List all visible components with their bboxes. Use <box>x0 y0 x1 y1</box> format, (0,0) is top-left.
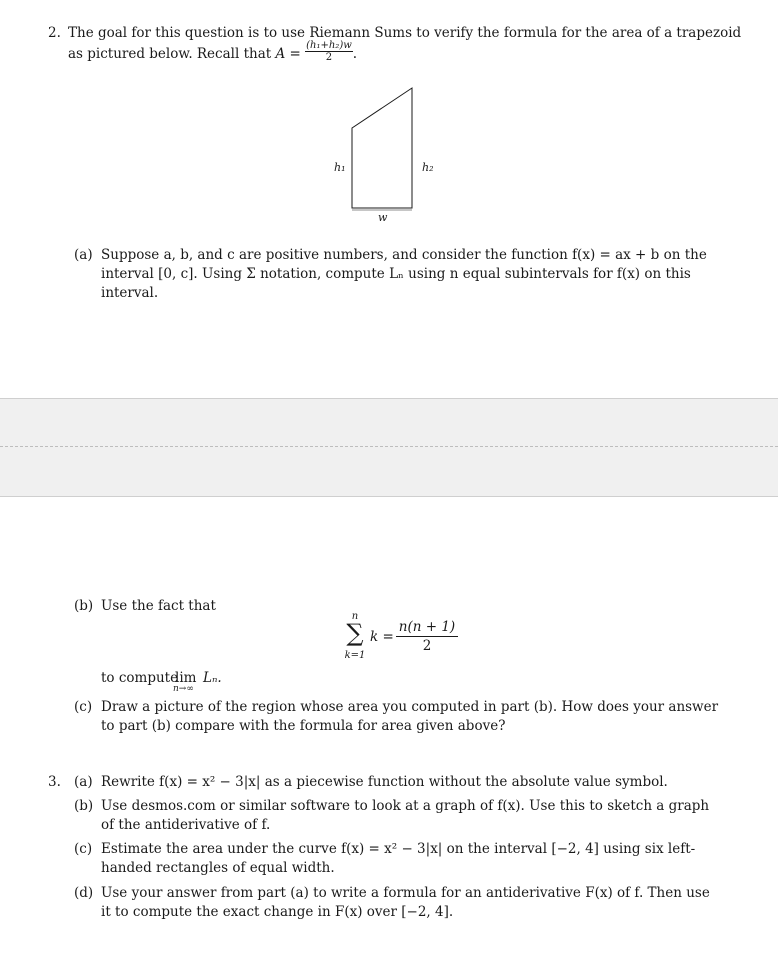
sum-lower-limit: k=1 <box>344 650 366 661</box>
limit-operator: lim <box>175 670 197 686</box>
q3-part-d-line2: it to compute the exact change in F(x) over [−2, 4]. <box>101 904 454 920</box>
question-2-intro-line2 <box>68 40 358 66</box>
sum-upper-limit: n <box>351 611 359 622</box>
q2-part-a-line2: interval [0, c]. Using Σ notation, compute Lₙ using n equal subintervals for f(x) on this <box>101 266 691 282</box>
q3-part-c-line1: Estimate the area under the curve f(x) = x² − 3|x| on the interval [−2, 4] using six left- <box>101 841 696 857</box>
q3-part-a-label: (a) <box>74 774 93 790</box>
q3-part-c-label: (c) <box>74 841 93 857</box>
q2-part-a-line1: Suppose a, b, and c are positive numbers, and consider the function f(x) = ax + b on the <box>101 247 707 263</box>
area-formula-numerator: (h₁+h₂)w <box>306 40 352 51</box>
q2-part-c-line1: Draw a picture of the region whose area you computed in part (b). How does your answer <box>101 699 719 715</box>
q3-part-b-line1: Use desmos.com or similar software to look at a graph of f(x). Use this to sketch a graph <box>101 798 710 814</box>
question-2-number: 2. <box>48 25 61 41</box>
trapezoid-shape <box>352 88 412 208</box>
q2-part-c-line2: to part (b) compare with the formula for area given above? <box>101 718 506 734</box>
sum-symbol: ∑ <box>346 619 364 647</box>
sum-rhs-numerator: n(n + 1) <box>396 618 458 637</box>
limit-subscript: n→∞ <box>173 684 194 694</box>
trapezoid-label-h1: h₁ <box>334 161 346 174</box>
q3-part-a-line1: Rewrite f(x) = x² − 3|x| as a piecewise function without the absolute value symbol. <box>101 774 668 790</box>
sum-body: k = <box>370 629 394 645</box>
question-3-number: 3. <box>48 774 61 790</box>
page-break-band <box>0 398 778 497</box>
q2-part-c-label: (c) <box>74 699 93 715</box>
area-formula-period: . <box>352 46 358 62</box>
q2-part-a-line3: interval. <box>101 285 159 301</box>
q3-part-c-line2: handed rectangles of equal width. <box>101 860 335 876</box>
question-2-intro-text: as pictured below. Recall that <box>68 46 272 62</box>
area-formula-lhs: A = <box>275 46 301 62</box>
trapezoid-label-w: w <box>378 211 388 224</box>
sum-rhs-fraction <box>396 618 458 655</box>
sum-rhs-denominator: 2 <box>422 638 432 654</box>
q3-part-d-label: (d) <box>74 885 94 901</box>
area-formula-fraction <box>305 40 353 63</box>
q3-part-d-line1: Use your answer from part (a) to write a formula for an antiderivative F(x) of f. Then use <box>101 885 710 901</box>
q3-part-b-line2: of the antiderivative of f. <box>101 817 271 833</box>
area-formula-denominator: 2 <box>325 52 333 63</box>
q2-part-b-line2-pre: to compute <box>101 670 179 686</box>
trapezoid-label-h2: h₂ <box>422 161 434 174</box>
q2-part-b-line1: Use the fact that <box>101 598 216 614</box>
page-break-dashed-line <box>0 446 778 447</box>
q2-part-b-label: (b) <box>74 598 94 614</box>
question-2-intro-line1: The goal for this question is to use Riemann Sums to verify the formula for the area of a trapezoid <box>68 25 742 41</box>
limit-target: Lₙ. <box>203 670 222 686</box>
q2-part-a-label: (a) <box>74 247 93 263</box>
q3-part-b-label: (b) <box>74 798 94 814</box>
